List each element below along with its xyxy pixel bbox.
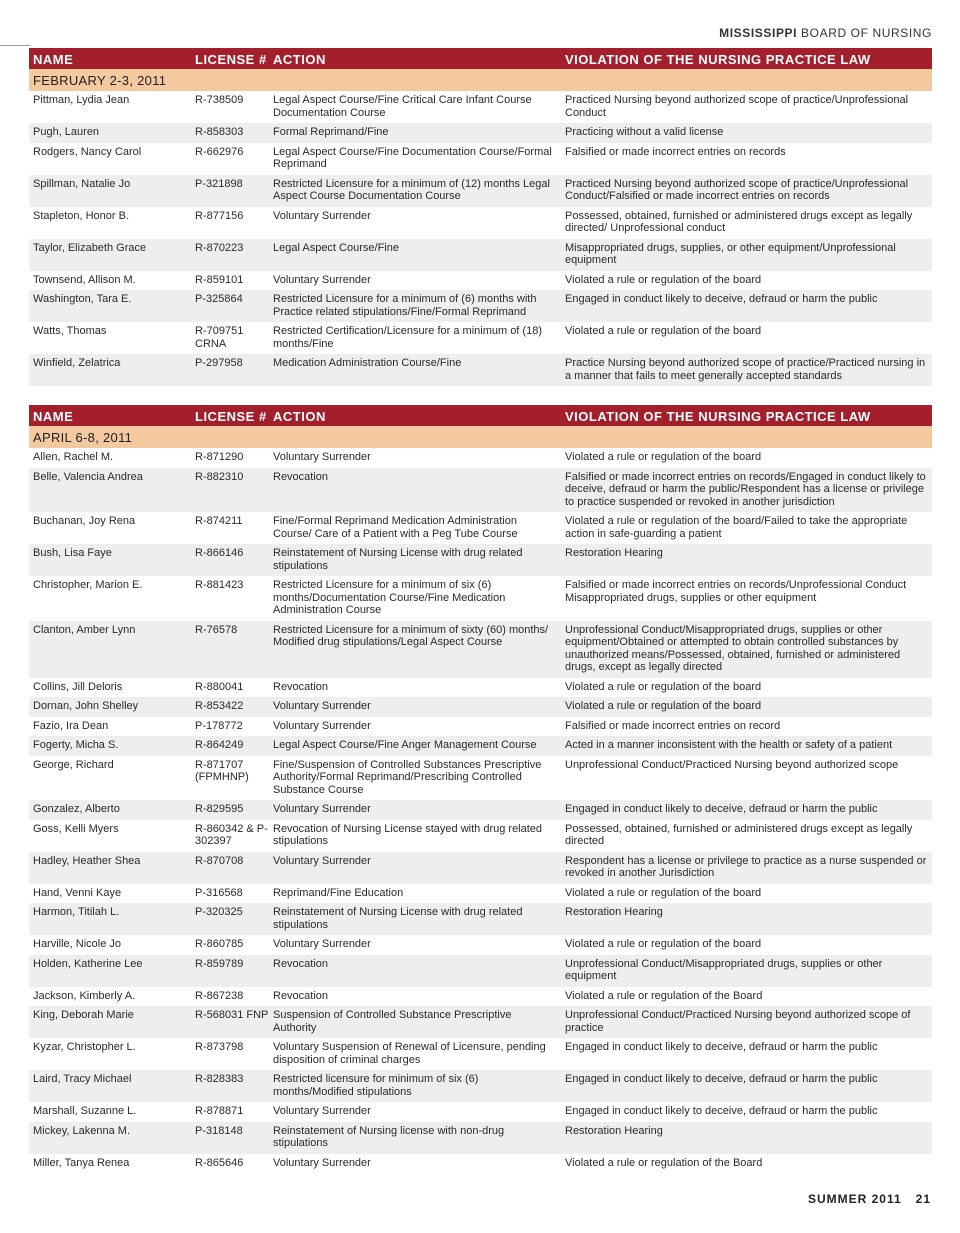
cell-action: Revocation [273, 680, 329, 693]
cell-action: Voluntary Surrender [273, 209, 371, 222]
cell-violation: Violated a rule or regulation of the Board [565, 1156, 763, 1169]
cell-name: Dornan, John Shelley [33, 700, 139, 712]
cell-license: R-709751 CRNA [195, 325, 244, 350]
cell-license: P-325864 [195, 293, 243, 305]
cell-action: Restricted licensure for minimum of six (6) months/Modified stipulations [273, 1073, 479, 1098]
cell-license: P-297958 [195, 357, 243, 369]
cell-violation: Possessed, obtained, furnished or administered drugs except as legally directed/ Unprofessional conduct [565, 209, 913, 234]
cell-name: Belle, Valencia Andrea [33, 470, 143, 483]
cell-violation: Falsified or made incorrect entries on records/Engaged in conduct likely to deceive, defraud or harm the public/Respondent has a license or privilege to practice suspended or revoked in another jurisdiction [565, 470, 926, 508]
table-row [29, 852, 932, 884]
cell-violation: Engaged in conduct likely to deceive, defraud or harm the public [565, 1041, 878, 1053]
cell-violation: Violated a rule or regulation of the board [565, 938, 762, 950]
table-row [29, 207, 932, 239]
table-row [29, 935, 932, 955]
cell-name: Harville, Nicole Jo [33, 938, 122, 950]
cell-license: R-865646 [195, 1156, 244, 1169]
table-row [29, 1154, 932, 1174]
cell-action: Restricted Certification/Licensure for a minimum of (18) months/Fine [273, 325, 542, 350]
cell-license: R-76578 [195, 623, 238, 636]
cell-action: Voluntary Surrender [273, 854, 371, 867]
cell-action: Reinstatement of Nursing License with drug related stipulations [273, 547, 523, 572]
masthead-brand: MISSISSIPPI [719, 26, 798, 40]
top-rule [0, 45, 30, 46]
cell-action: Reprimand/Fine Education [273, 886, 404, 899]
cell-violation: Practicing without a valid license [565, 126, 724, 138]
cell-license: R-859789 [195, 957, 244, 970]
disciplinary-table-february [29, 48, 932, 386]
table-row [29, 354, 932, 386]
cell-action: Voluntary Surrender [273, 803, 371, 815]
cell-license: R-829595 [195, 803, 244, 815]
cell-name: Bush, Lisa Faye [33, 547, 112, 559]
header-action: ACTION [273, 408, 326, 424]
cell-name: Spillman, Natalie Jo [33, 177, 131, 190]
cell-violation: Unprofessional Conduct/Misappropriated drugs, supplies or other equipment/Obtained or attempted to obtain controlled substances by unauthorized means/Possessed, obtained, furnished or administered drugs, except as legally directed [565, 623, 901, 673]
cell-action: Restricted Licensure for a minimum of six (6) months/Documentation Course/Fine Medication Administration Course [273, 579, 506, 616]
cell-license: P-320325 [195, 906, 243, 918]
cell-name: Fazio, Ira Dean [33, 719, 109, 732]
table-row [29, 544, 932, 576]
cell-name: Gonzalez, Alberto [33, 803, 120, 815]
cell-license: R-873798 [195, 1041, 244, 1053]
cell-action: Voluntary Surrender [273, 938, 371, 950]
cell-violation: Practiced Nursing beyond authorized scope of practice/Unprofessional Conduct [565, 94, 909, 119]
table-row [29, 697, 932, 717]
cell-license: P-316568 [195, 886, 243, 899]
cell-violation: Unprofessional Conduct/Practiced Nursing beyond authorized scope of practice [565, 1009, 911, 1034]
cell-violation: Engaged in conduct likely to deceive, defraud or harm the public [565, 293, 878, 305]
cell-license: R-878871 [195, 1105, 244, 1117]
cell-violation: Engaged in conduct likely to deceive, defraud or harm the public [565, 1073, 878, 1085]
table-row [29, 884, 932, 904]
cell-action: Voluntary Suspension of Renewal of Licensure, pending disposition of criminal charges [273, 1041, 546, 1066]
issue-label: SUMMER 2011 [807, 1192, 902, 1206]
cell-license: R-853422 [195, 700, 244, 712]
header-license: LICENSE # [195, 51, 267, 67]
cell-action: Restricted Licensure for a minimum of sixty (60) months/ Modified drug stipulations/Legal Aspect Course [273, 623, 549, 648]
table-row [29, 91, 932, 123]
table-row [29, 903, 932, 935]
cell-name: Holden, Katherine Lee [33, 957, 143, 970]
header-violation: VIOLATION OF THE NURSING PRACTICE LAW [565, 51, 871, 67]
cell-license: R-870708 [195, 854, 244, 867]
section-title: FEBRUARY 2-3, 2011 [29, 69, 932, 91]
cell-license: R-859101 [195, 273, 244, 286]
cell-violation: Violated a rule or regulation of the board [565, 700, 762, 712]
cell-name: George, Richard [33, 758, 114, 771]
cell-name: Marshall, Suzanne L. [33, 1105, 137, 1117]
cell-license: R-880041 [195, 680, 244, 693]
table-row [29, 576, 932, 621]
cell-violation: Violated a rule or regulation of the board [565, 273, 762, 286]
table-row [29, 756, 932, 801]
table-row [29, 239, 932, 271]
cell-action: Revocation of Nursing License stayed with drug related stipulations [273, 822, 543, 847]
table-row [29, 621, 932, 678]
table-row [29, 1038, 932, 1070]
cell-license: R-860342 & P-302397 [195, 822, 268, 847]
cell-action: Voluntary Surrender [273, 1105, 371, 1117]
cell-license: R-871290 [195, 451, 244, 463]
cell-license: R-882310 [195, 470, 244, 483]
table-row [29, 1070, 932, 1102]
table-header [29, 48, 932, 69]
cell-violation: Restoration Hearing [565, 1124, 663, 1137]
cell-name: Clanton, Amber Lynn [33, 623, 136, 636]
cell-license: P-178772 [195, 719, 243, 732]
cell-action: Legal Aspect Course/Fine [273, 241, 399, 254]
cell-action: Fine/Formal Reprimand Medication Administration Course/ Care of a Patient with a Peg Tube Course [273, 515, 518, 540]
table-body [29, 91, 932, 386]
table-row [29, 1006, 932, 1038]
cell-name: Miller, Tanya Renea [33, 1156, 130, 1169]
cell-violation: Engaged in conduct likely to deceive, defraud or harm the public [565, 1105, 878, 1117]
table-row [29, 736, 932, 756]
header-action: ACTION [273, 51, 326, 67]
table-row [29, 290, 932, 322]
cell-name: Mickey, Lakenna M. [33, 1124, 131, 1137]
cell-action: Reinstatement of Nursing License with drug related stipulations [273, 906, 523, 931]
cell-name: Jackson, Kimberly A. [33, 989, 136, 1002]
cell-action: Suspension of Controlled Substance Prescriptive Authority [273, 1009, 512, 1034]
cell-action: Legal Aspect Course/Fine Anger Management Course [273, 739, 537, 751]
cell-action: Voluntary Surrender [273, 451, 371, 463]
table-row [29, 987, 932, 1007]
cell-license: R-870223 [195, 241, 244, 254]
cell-name: Christopher, Marion E. [33, 579, 143, 591]
cell-violation: Acted in a manner inconsistent with the health or safety of a patient [565, 739, 893, 751]
masthead-subtitle: BOARD OF NURSING [801, 26, 932, 40]
table-row [29, 820, 932, 852]
header-violation: VIOLATION OF THE NURSING PRACTICE LAW [565, 408, 871, 424]
cell-license: P-321898 [195, 177, 243, 190]
cell-violation: Falsified or made incorrect entries on record [565, 719, 781, 732]
cell-license: R-662976 [195, 145, 244, 158]
cell-name: Taylor, Elizabeth Grace [33, 241, 147, 254]
cell-name: Winfield, Zelatrica [33, 357, 121, 369]
table-row [29, 955, 932, 987]
header-name: NAME [33, 408, 74, 424]
cell-violation: Respondent has a license or privilege to practice as a nurse suspended or revoked in another Jurisdiction [565, 854, 927, 879]
cell-name: Washington, Tara E. [33, 293, 132, 305]
cell-action: Voluntary Surrender [273, 700, 371, 712]
cell-action: Voluntary Surrender [273, 719, 371, 732]
cell-name: Goss, Kelli Myers [33, 822, 119, 835]
cell-name: Collins, Jill Deloris [33, 680, 123, 693]
cell-violation: Practiced Nursing beyond authorized scope of practice/Unprofessional Conduct/Falsified or made incorrect entries on records [565, 177, 909, 202]
cell-name: Stapleton, Honor B. [33, 209, 130, 222]
cell-name: Townsend, Allison M. [33, 273, 136, 286]
cell-action: Medication Administration Course/Fine [273, 357, 462, 369]
cell-action: Formal Reprimand/Fine [273, 126, 389, 138]
cell-action: Restricted Licensure for a minimum of (12) months Legal Aspect Course Documentation Course [273, 177, 550, 202]
table-body [29, 448, 932, 1173]
cell-name: Allen, Rachel M. [33, 451, 114, 463]
cell-license: R-864249 [195, 739, 244, 751]
cell-violation: Restoration Hearing [565, 547, 663, 559]
cell-violation: Restoration Hearing [565, 906, 663, 918]
cell-license: R-860785 [195, 938, 244, 950]
cell-license: R-828383 [195, 1073, 244, 1085]
cell-action: Revocation [273, 470, 329, 483]
cell-name: Pittman, Lydia Jean [33, 94, 130, 106]
header-license: LICENSE # [195, 408, 267, 424]
table-row [29, 1122, 932, 1154]
masthead [719, 26, 932, 40]
cell-violation: Violated a rule or regulation of the board [565, 886, 762, 899]
cell-action: Reinstatement of Nursing license with non-drug stipulations [273, 1124, 505, 1149]
table-row [29, 448, 932, 468]
cell-name: Fogerty, Micha S. [33, 739, 119, 751]
table-row [29, 322, 932, 354]
table-row [29, 175, 932, 207]
cell-violation: Practice Nursing beyond authorized scope of practice/Practiced nursing in a manner that fails to meet generally accepted standards [565, 357, 926, 382]
cell-license: R-871707 (FPMHNP) [195, 758, 249, 783]
cell-violation: Violated a rule or regulation of the board/Failed to take the appropriate action in safe-guarding a patient [565, 515, 908, 540]
cell-action: Voluntary Surrender [273, 1156, 371, 1169]
cell-license: R-858303 [195, 126, 244, 138]
cell-action: Revocation [273, 989, 329, 1002]
cell-name: Pugh, Lauren [33, 126, 100, 138]
cell-license: R-867238 [195, 989, 244, 1002]
cell-action: Voluntary Surrender [273, 273, 371, 286]
cell-license: R-877156 [195, 209, 244, 222]
cell-name: Kyzar, Christopher L. [33, 1041, 136, 1053]
cell-license: R-881423 [195, 579, 244, 591]
cell-violation: Violated a rule or regulation of the board [565, 680, 762, 693]
cell-name: Buchanan, Joy Rena [33, 515, 136, 527]
cell-action: Fine/Suspension of Controlled Substances Prescriptive Authority/Formal Reprimand/Prescribing Controlled Substance Course [273, 758, 542, 796]
table-header [29, 405, 932, 426]
table-row [29, 800, 932, 820]
cell-violation: Possessed, obtained, furnished or administered drugs except as legally directed [565, 822, 913, 847]
cell-violation: Engaged in conduct likely to deceive, defraud or harm the public [565, 803, 878, 815]
table-row [29, 271, 932, 291]
cell-violation: Falsified or made incorrect entries on records [565, 145, 786, 158]
cell-name: Watts, Thomas [33, 325, 107, 337]
page-footer [808, 1192, 931, 1206]
cell-license: R-866146 [195, 547, 244, 559]
cell-license: R-874211 [195, 515, 243, 527]
section-title: APRIL 6-8, 2011 [29, 426, 932, 448]
cell-action: Legal Aspect Course/Fine Documentation Course/Formal Reprimand [273, 145, 552, 170]
cell-name: King, Deborah Marie [33, 1009, 134, 1021]
cell-name: Hand, Venni Kaye [33, 886, 122, 899]
cell-action: Restricted Licensure for a minimum of (6) months with Practice related stipulations/Fine/Formal Reprimand [273, 293, 537, 318]
cell-violation: Violated a rule or regulation of the board [565, 325, 762, 337]
cell-violation: Misappropriated drugs, supplies, or other equipment/Unprofessional equipment [565, 241, 896, 266]
cell-violation: Unprofessional Conduct/Misappropriated drugs, supplies or other equipment [565, 957, 883, 982]
table-row [29, 678, 932, 698]
cell-name: Laird, Tracy Michael [33, 1073, 132, 1085]
table-row [29, 512, 932, 544]
cell-violation: Unprofessional Conduct/Practiced Nursing beyond authorized scope [565, 758, 899, 771]
table-row [29, 468, 932, 513]
disciplinary-table-april [29, 405, 932, 1173]
cell-license: P-318148 [195, 1124, 243, 1137]
cell-license: R-738509 [195, 94, 244, 106]
cell-name: Rodgers, Nancy Carol [33, 145, 142, 158]
table-row [29, 717, 932, 737]
cell-violation: Falsified or made incorrect entries on records/Unprofessional Conduct Misappropriated drugs, supplies or other equipment [565, 579, 907, 604]
cell-violation: Violated a rule or regulation of the board [565, 451, 762, 463]
cell-action: Revocation [273, 957, 329, 970]
table-row [29, 123, 932, 143]
page-number: 21 [915, 1192, 931, 1206]
table-row [29, 143, 932, 175]
cell-name: Harmon, Titilah L. [33, 906, 120, 918]
table-row [29, 1102, 932, 1122]
header-name: NAME [33, 51, 74, 67]
cell-license: R-568031 FNP [195, 1009, 269, 1021]
cell-action: Legal Aspect Course/Fine Critical Care Infant Course Documentation Course [273, 94, 532, 119]
cell-violation: Violated a rule or regulation of the Board [565, 989, 763, 1002]
cell-name: Hadley, Heather Shea [33, 854, 141, 867]
